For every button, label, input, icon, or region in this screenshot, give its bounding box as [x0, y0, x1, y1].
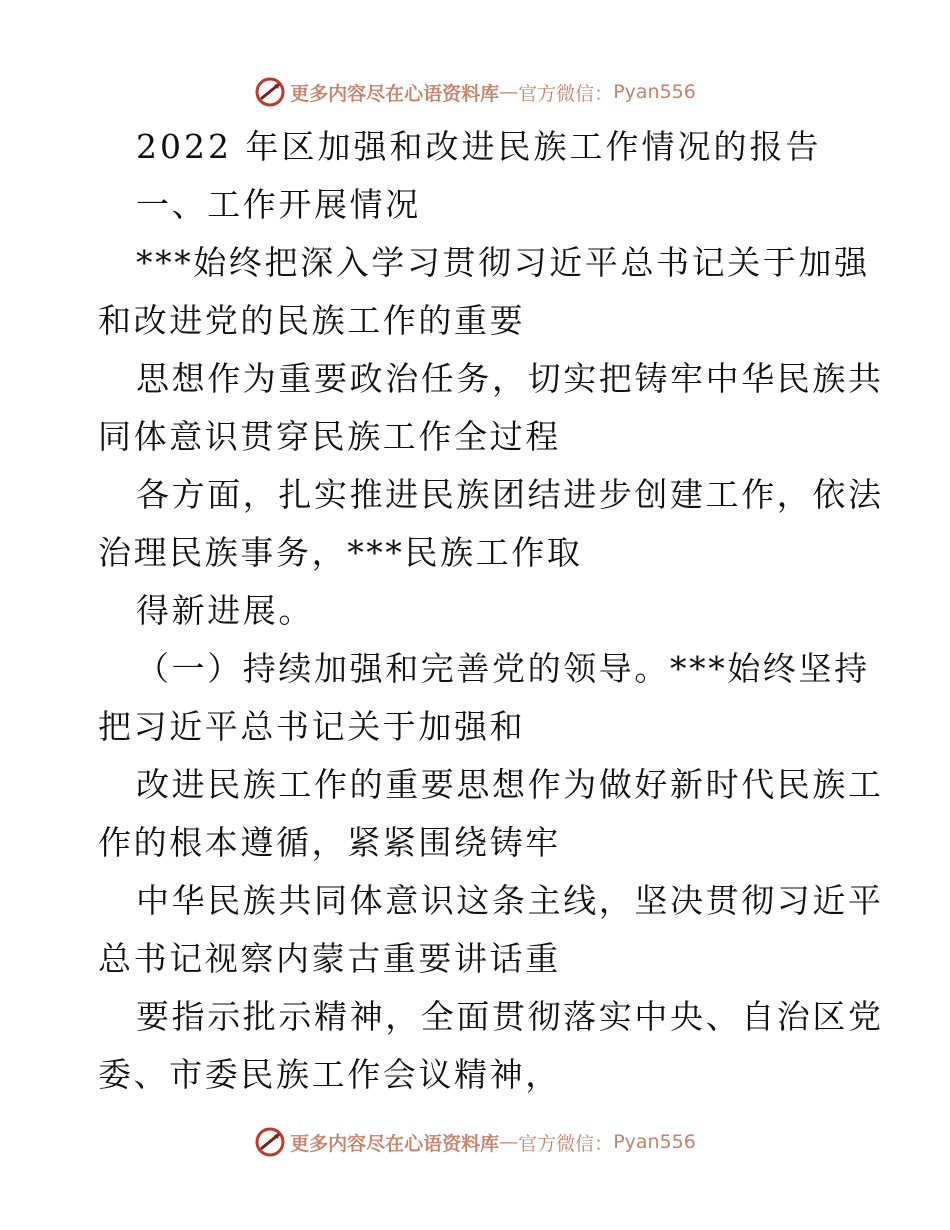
header-watermark — [0, 72, 950, 112]
paragraph-line: 得新进展。 — [136, 591, 314, 630]
document-body — [98, 118, 884, 1104]
watermark-sub-text: 官方微信： — [518, 1132, 614, 1155]
paragraph-line: 作的根本遵循，紧紧围绕铸牢 — [98, 823, 561, 862]
watermark-separator: — — [499, 81, 519, 103]
watermark-sub-text: 官方微信： — [518, 82, 614, 105]
paragraph-line: 和改进党的民族工作的重要 — [98, 301, 526, 340]
paragraph-line: 要指示批示精神，全面贯彻落实中央、自治区党 — [136, 997, 884, 1036]
paragraph-line: 把习近平总书记关于加强和 — [98, 707, 526, 746]
watermark-separator: — — [499, 1131, 519, 1153]
watermark-main-text: 更多内容尽在心语资料库 — [290, 82, 500, 105]
watermark-main-text: 更多内容尽在心语资料库 — [290, 1132, 500, 1155]
paragraph-line: （一）持续加强和完善党的领导。***始终坚持 — [136, 649, 870, 688]
paragraph-line: 思想作为重要政治任务，切实把铸牢中华民族共 — [136, 359, 884, 398]
paragraph-line: 治理民族事务，***民族工作取 — [98, 533, 583, 572]
document-title: 2022 年区加强和改进民族工作情况的报告 — [136, 127, 822, 166]
paragraph-line: ***始终把深入学习贯彻习近平总书记关于加强 — [136, 243, 870, 282]
paragraph-line: 委、市委民族工作会议精神， — [98, 1055, 561, 1094]
logo-icon — [254, 76, 286, 108]
footer-watermark — [0, 1122, 950, 1162]
paragraph-line: 同体意识贯穿民族工作全过程 — [98, 417, 561, 456]
paragraph-line: 中华民族共同体意识这条主线，坚决贯彻习近平 — [136, 881, 884, 920]
paragraph-line: 改进民族工作的重要思想作为做好新时代民族工 — [136, 765, 884, 804]
section-heading: 一、工作开展情况 — [136, 185, 421, 224]
paragraph-line: 各方面，扎实推进民族团结进步创建工作，依法 — [136, 475, 884, 514]
logo-icon — [254, 1126, 286, 1158]
watermark-id: Pyan556 — [613, 1131, 696, 1153]
paragraph-line: 总书记视察内蒙古重要讲话重 — [98, 939, 561, 978]
watermark-id: Pyan556 — [613, 81, 696, 103]
